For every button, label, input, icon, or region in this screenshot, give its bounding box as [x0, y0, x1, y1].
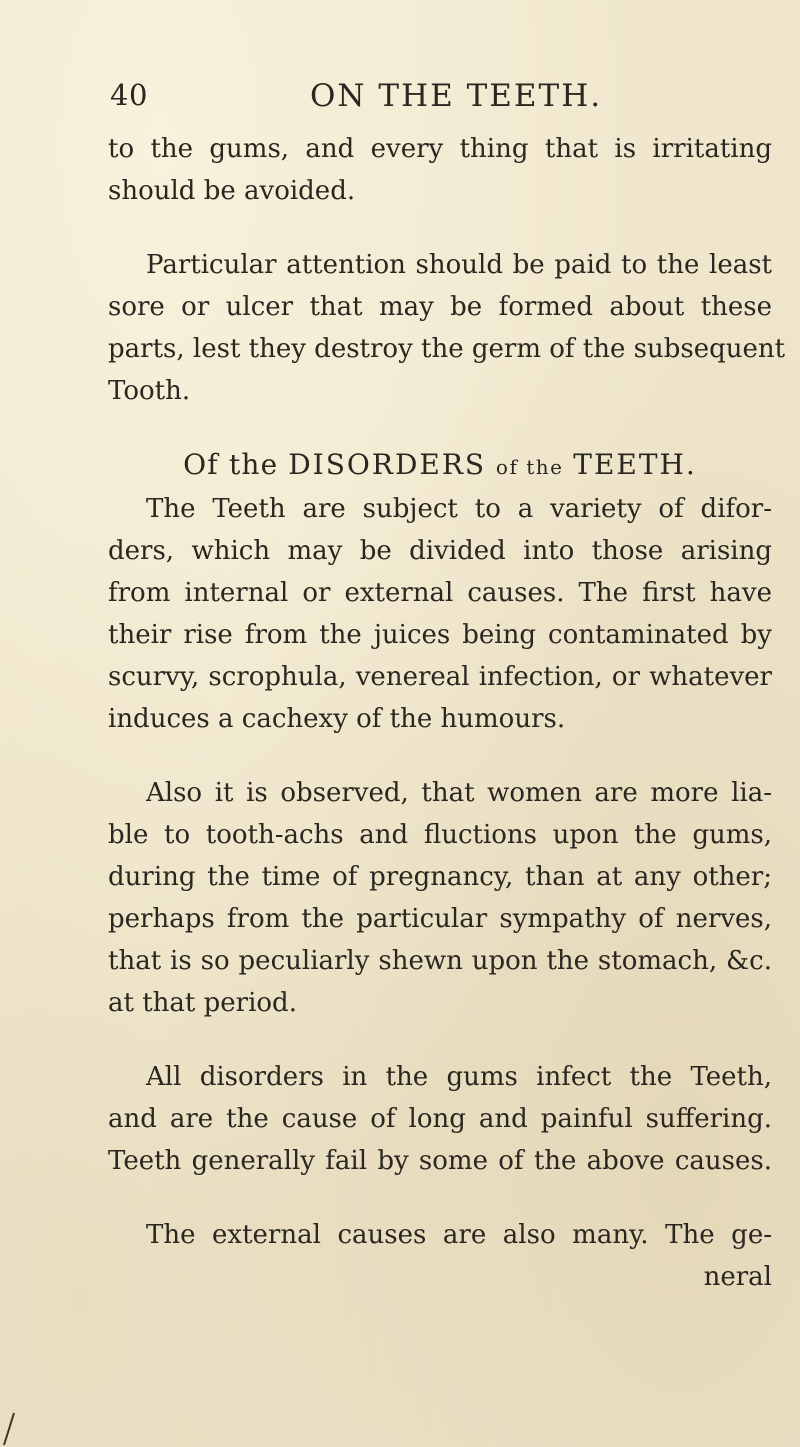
- paragraph-start: All disorders in the gums infect the Teeth,: [146, 1062, 772, 1092]
- section-heading: [108, 444, 772, 488]
- body-text: [108, 128, 786, 1298]
- text-line: at that period.: [108, 988, 297, 1018]
- running-head: ON THE TEETH.: [310, 78, 603, 114]
- heading-main: DISORDERS: [288, 448, 487, 481]
- text-line: during the time of pregnancy, than at any other;: [108, 862, 772, 892]
- text-line: scurvy, scrophula, venereal infection, or whatever: [108, 662, 772, 692]
- text-line: sore or ulcer that may be formed about these: [108, 292, 772, 322]
- page-edge-mark: [0, 1387, 20, 1447]
- text-line: induces a cachexy of the humours.: [108, 704, 566, 734]
- paragraph-start: Also it is observed, that women are more lia-: [146, 778, 772, 808]
- text-line: should be avoided.: [108, 176, 356, 206]
- text-line: parts, lest they destroy the germ of the subsequent: [108, 334, 786, 364]
- text-line: that is so peculiarly shewn upon the stomach, &c.: [108, 946, 772, 976]
- text-line: to the gums, and every thing that is irritating: [108, 134, 772, 164]
- text-line: perhaps from the particular sympathy of nerves,: [108, 904, 772, 934]
- text-line: Tooth.: [108, 376, 191, 406]
- heading-middle: of the: [495, 455, 564, 479]
- page-header: [110, 78, 750, 118]
- paragraph-start: Particular attention should be paid to the least: [146, 250, 772, 280]
- text-line: ders, which may be divided into those arising: [108, 536, 772, 566]
- paragraph-start: The external causes are also many. The ge-: [146, 1220, 772, 1250]
- paragraph-start: The Teeth are subject to a variety of difor-: [146, 494, 772, 524]
- text-line: ble to tooth-achs and fluctions upon the gums,: [108, 820, 772, 850]
- heading-prefix: Of the: [183, 448, 279, 481]
- heading-end: TEETH.: [573, 448, 697, 481]
- text-line: their rise from the juices being contaminated by: [108, 620, 772, 650]
- text-line: from internal or external causes. The first have: [108, 578, 772, 608]
- catchword: neral: [703, 1262, 772, 1292]
- text-line: Teeth generally fail by some of the above causes.: [108, 1146, 772, 1176]
- text-line: and are the cause of long and painful suffering.: [108, 1104, 772, 1134]
- page-number: 40: [110, 78, 148, 112]
